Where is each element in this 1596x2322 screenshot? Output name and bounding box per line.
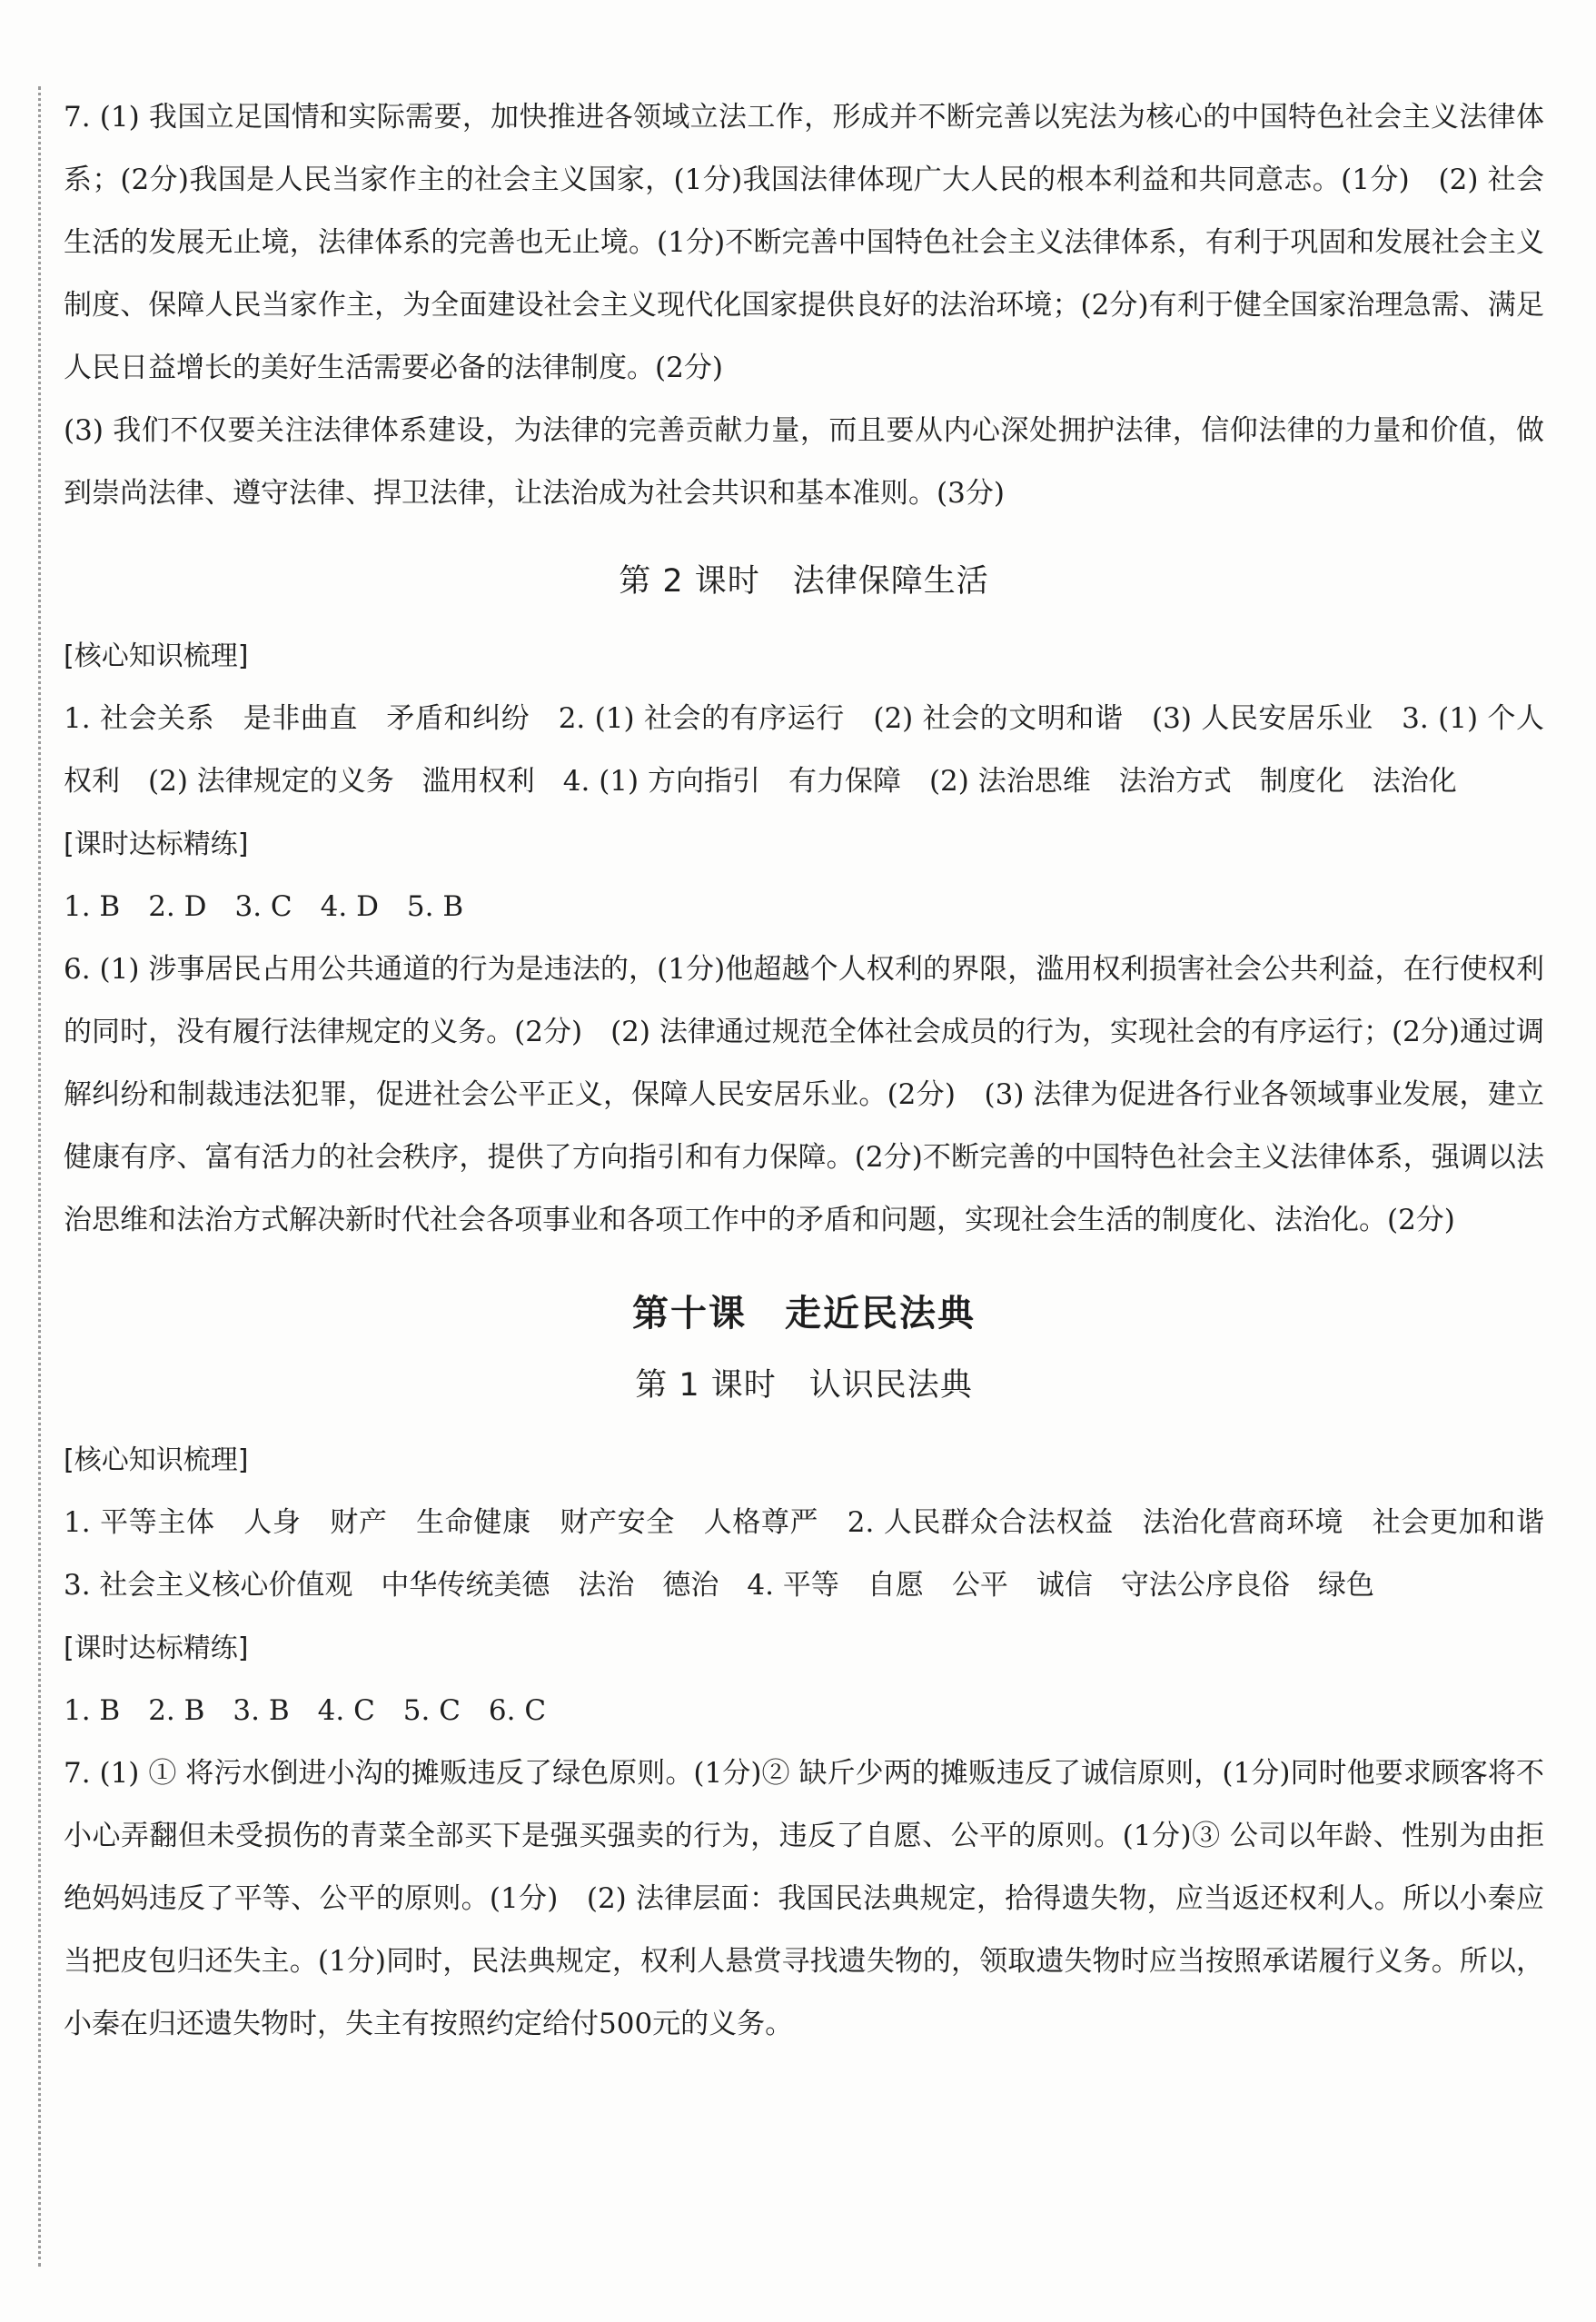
chapter10-title: 第十课 走近民法典: [632, 1293, 976, 1335]
lesson1-knowledge: 1. 平等主体 人身 财产 生命健康 财产安全 人格尊严 2. 人民群众合法权益 法治化营商环境 社会更加和谐 3. 社会主义核心价值观 中华传统美德 法治 德治 4. 平等 自愿 公平 诚信 守法公序良俗 绿色: [64, 1506, 1572, 1602]
lesson2-q6: 6. (1) 涉事居民占用公共通道的行为是违法的，(1分)他超越个人权利的界限，滥用权利损害社会公共利益，在行使权利的同时，没有履行法律规定的义务。(2分) (2) 法律通过规范全体社会成员的行为，实现社会的有序运行；(2分)通过调解纠纷和制裁违法犯罪，促进社会公平正义，保障人民安居乐业。(2分) (3) 法律为促进各行业各领域事业发展，建立健康有序、富有活力的社会秩序，提供了方向指引和有力保障。(2分)不断完善的中国特色社会主义法律体系，强调以法治思维和法治方式解决新时代社会各项事业和各项工作中的矛盾和问题，实现社会生活的制度化、法治化。(2分): [64, 953, 1545, 1236]
lesson1-title: 第 1 课时 认识民法典: [635, 1367, 973, 1404]
lesson1-knowledge-tag: [核心知识梳理]: [64, 1444, 249, 1476]
lesson1-q7: 7. (1) ① 将污水倒进小沟的摊贩违反了绿色原则。(1分)② 缺斤少两的摊贩违反了诚信原则，(1分)同时他要求顾客将不小心弄翻但未受损伤的青菜全部买下是强买强卖的行为，违反了自愿、公平的原则。(1分)③ 公司以年龄、性别为由拒绝妈妈违反了平等、公平的原则。(1分) (2) 法律层面：我国民法典规定，拾得遗失物，应当返还权利人。所以小秦应当把皮包归还失主。(1分)同时，民法典规定，权利人悬赏寻找遗失物的，领取遗失物时应当按照承诺履行义务。所以，小秦在归还遗失物时，失主有按照约定给付500元的义务。: [64, 1757, 1544, 2040]
lesson1-practice-tag: [课时达标精练]: [64, 1632, 249, 1664]
answer-page: [64, 86, 1572, 2056]
page-left-dotted-border: [38, 86, 41, 2267]
lesson2-practice-tag: [课时达标精练]: [64, 829, 249, 860]
lesson2-knowledge-tag: [核心知识梳理]: [64, 640, 249, 672]
lesson1-answers: 1. B 2. B 3. B 4. C 5. C 6. C: [64, 1694, 547, 1727]
lesson2-knowledge: 1. 社会关系 是非曲直 矛盾和纠纷 2. (1) 社会的有序运行 (2) 社会的文明和谐 (3) 人民安居乐业 3. (1) 个人权利 (2) 法律规定的义务 滥用权利 4. (1) 方向指引 有力保障 (2) 法治思维 法治方式 制度化 法治化: [64, 702, 1544, 798]
q7-part3: (3) 我们不仅要关注法律体系建设，为法律的完善贡献力量，而且要从内心深处拥护法律，信仰法律的力量和价值，做到崇尚法律、遵守法律、捍卫法律，让法治成为社会共识和基本准则。(3分): [64, 414, 1544, 510]
lesson2-answers: 1. B 2. D 3. C 4. D 5. B: [64, 890, 464, 923]
lesson2-title: 第 2 课时 法律保障生活: [619, 563, 989, 600]
q7-part1-2: 7. (1) 我国立足国情和实际需要，加快推进各领域立法工作，形成并不断完善以宪法为核心的中国特色社会主义法律体系；(2分)我国是人民当家作主的社会主义国家，(1分)我国法律体现广大人民的根本利益和共同意志。(1分) (2) 社会生活的发展无止境，法律体系的完善也无止境。(1分)不断完善中国特色社会主义法律体系，有利于巩固和发展社会主义制度、保障人民当家作主，为全面建设社会主义现代化国家提供良好的法治环境；(2分)有利于健全国家治理急需、满足人民日益增长的美好生活需要必备的法律制度。(2分): [64, 101, 1544, 384]
